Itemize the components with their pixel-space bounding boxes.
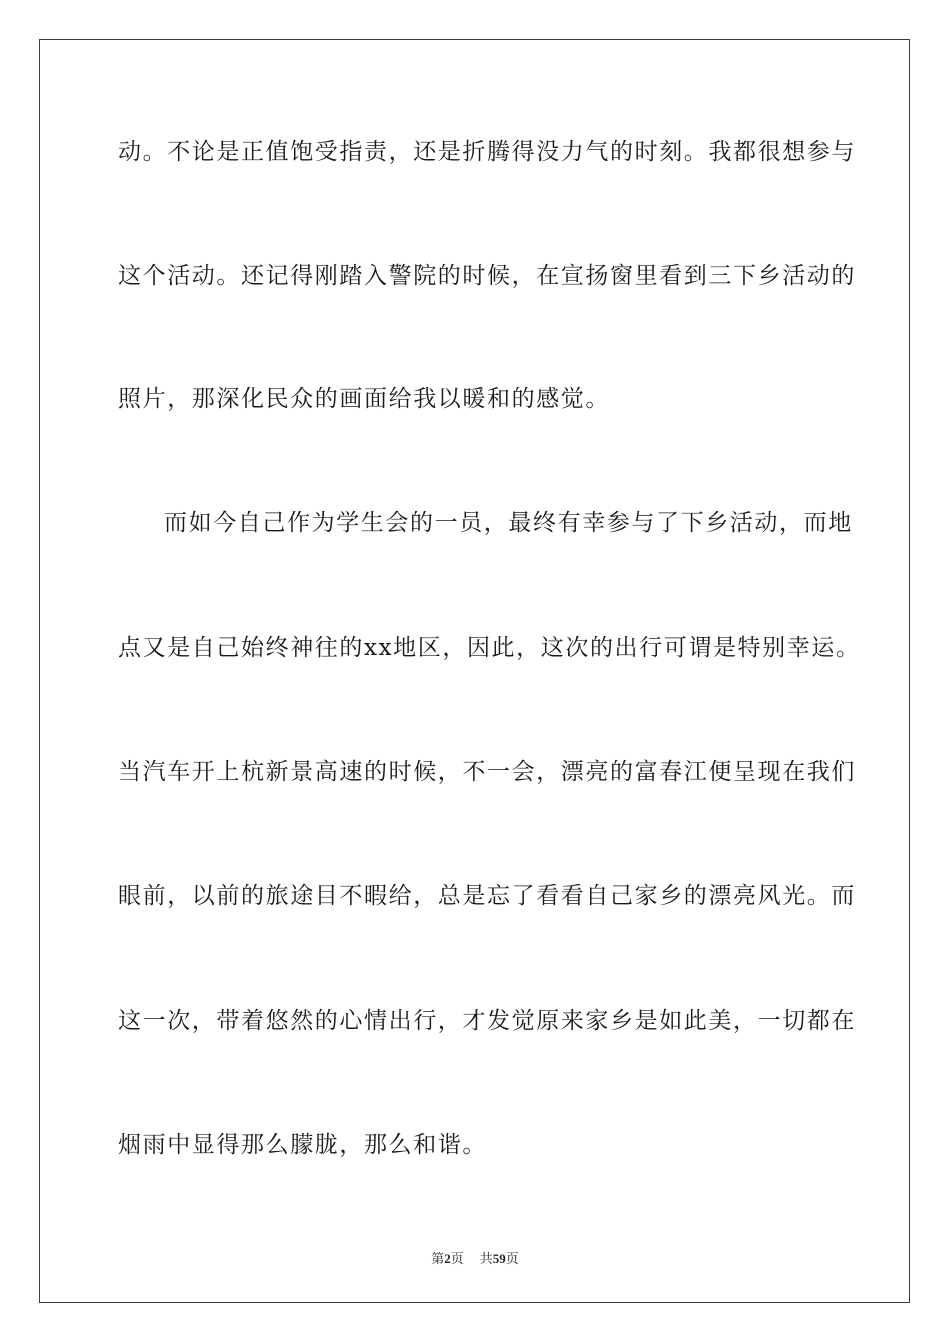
footer-page-suffix: 页 (450, 1251, 464, 1266)
body-line-8: 这一次，带着悠然的心情出行，才发觉原来家乡是如此美，一切都在 (118, 1008, 856, 1034)
body-line-6: 当汽车开上杭新景高速的时候，不一会，漂亮的富春江便呈现在我们 (118, 759, 856, 785)
footer-page-number: 2 (444, 1251, 451, 1266)
body-line-7: 眼前，以前的旅途目不暇给，总是忘了看看自己家乡的漂亮风光。而 (118, 883, 856, 909)
body-line-4: 而如今自己作为学生会的一员，最终有幸参与了下乡活动，而地 (164, 510, 853, 536)
footer-page-prefix: 第 (431, 1251, 445, 1266)
body-line-5: 点又是自己始终神往的xx地区，因此，这次的出行可谓是特别幸运。 (118, 635, 861, 661)
body-line-3: 照片，那深化民众的画面给我以暖和的感觉。 (118, 386, 610, 412)
footer-total-suffix: 页 (505, 1251, 519, 1266)
footer-total-pages: 59 (492, 1251, 506, 1266)
body-line-1: 动。不论是正值饱受指责，还是折腾得没力气的时刻。我都很想参与 (118, 139, 856, 165)
page-border (39, 39, 910, 1303)
page-footer (0, 1248, 950, 1267)
body-line-2: 这个活动。还记得刚踏入警院的时候，在宣扬窗里看到三下乡活动的 (118, 263, 856, 289)
body-line-9: 烟雨中显得那么朦胧，那么和谐。 (118, 1132, 487, 1158)
footer-total-prefix: 共 (479, 1251, 493, 1266)
